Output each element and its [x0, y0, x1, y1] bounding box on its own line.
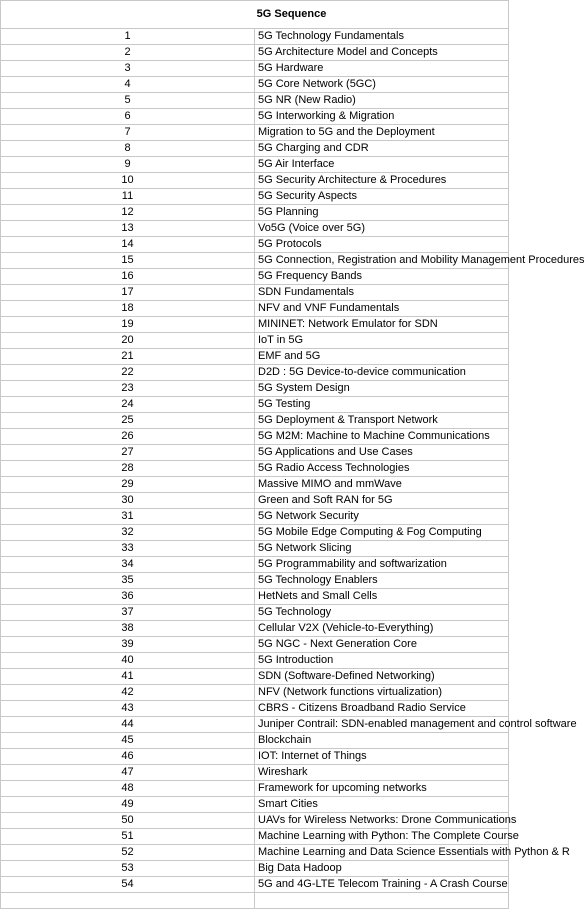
table-row: [1, 717, 509, 733]
table-row: [1, 221, 509, 237]
row-number: 24: [1, 397, 255, 413]
table-row: [1, 189, 509, 205]
row-topic: 5G Programmability and softwarization: [255, 557, 509, 573]
row-number: 26: [1, 429, 255, 445]
table-row: [1, 173, 509, 189]
row-topic: EMF and 5G: [255, 349, 509, 365]
row-number: 16: [1, 269, 255, 285]
row-number: 6: [1, 109, 255, 125]
row-number: 49: [1, 797, 255, 813]
row-topic: SDN Fundamentals: [255, 285, 509, 301]
table-row: [1, 445, 509, 461]
table-row: [1, 285, 509, 301]
table-row: [1, 845, 509, 861]
row-topic: NFV and VNF Fundamentals: [255, 301, 509, 317]
table-row: [1, 509, 509, 525]
row-number: 3: [1, 61, 255, 77]
table-row: [1, 573, 509, 589]
table-row: [1, 685, 509, 701]
row-number: 27: [1, 445, 255, 461]
table-row: [1, 349, 509, 365]
table-row: [1, 301, 509, 317]
table-row: [1, 781, 509, 797]
table-row: [1, 541, 509, 557]
row-topic: SDN (Software-Defined Networking): [255, 669, 509, 685]
row-number: 43: [1, 701, 255, 717]
row-number: 29: [1, 477, 255, 493]
row-number: 42: [1, 685, 255, 701]
row-topic: D2D : 5G Device-to-device communication: [255, 365, 509, 381]
table-row: [1, 205, 509, 221]
row-number: 5: [1, 93, 255, 109]
row-topic: 5G Mobile Edge Computing & Fog Computing: [255, 525, 509, 541]
table-row: [1, 365, 509, 381]
row-topic: NFV (Network functions virtualization): [255, 685, 509, 701]
row-number: 15: [1, 253, 255, 269]
table-row: [1, 381, 509, 397]
table-row: [1, 93, 509, 109]
table-row: [1, 701, 509, 717]
empty-row: [1, 893, 509, 909]
row-topic: 5G Technology Enablers: [255, 573, 509, 589]
row-topic: IoT in 5G: [255, 333, 509, 349]
table-row: [1, 765, 509, 781]
row-number: 30: [1, 493, 255, 509]
row-number: 7: [1, 125, 255, 141]
row-topic: Framework for upcoming networks: [255, 781, 509, 797]
row-topic: MININET: Network Emulator for SDN: [255, 317, 509, 333]
row-number: 50: [1, 813, 255, 829]
row-topic: 5G Applications and Use Cases: [255, 445, 509, 461]
row-number: 18: [1, 301, 255, 317]
table-row: [1, 45, 509, 61]
table-row: [1, 237, 509, 253]
row-number: 45: [1, 733, 255, 749]
table-row: [1, 557, 509, 573]
row-number: 51: [1, 829, 255, 845]
row-number: 52: [1, 845, 255, 861]
row-number: 25: [1, 413, 255, 429]
table-row: [1, 157, 509, 173]
row-topic: Big Data Hadoop: [255, 861, 509, 877]
row-topic: 5G Radio Access Technologies: [255, 461, 509, 477]
table-row: [1, 397, 509, 413]
row-topic: 5G Security Aspects: [255, 189, 509, 205]
row-topic: 5G NR (New Radio): [255, 93, 509, 109]
row-topic: HetNets and Small Cells: [255, 589, 509, 605]
row-number: 1: [1, 29, 255, 45]
row-number: 21: [1, 349, 255, 365]
row-topic: Green and Soft RAN for 5G: [255, 493, 509, 509]
row-number: 2: [1, 45, 255, 61]
row-topic: Wireshark: [255, 765, 509, 781]
row-topic: 5G Protocols: [255, 237, 509, 253]
row-topic: CBRS - Citizens Broadband Radio Service: [255, 701, 509, 717]
table-row: [1, 525, 509, 541]
table-row: [1, 141, 509, 157]
row-number: 10: [1, 173, 255, 189]
row-topic: 5G Testing: [255, 397, 509, 413]
row-number: 31: [1, 509, 255, 525]
table-row: [1, 413, 509, 429]
row-topic: 5G Introduction: [255, 653, 509, 669]
row-number: 53: [1, 861, 255, 877]
row-topic: Machine Learning with Python: The Complete Course: [255, 829, 509, 845]
table-row: [1, 653, 509, 669]
row-number: 4: [1, 77, 255, 93]
table-row: [1, 749, 509, 765]
row-number: 23: [1, 381, 255, 397]
table-row: [1, 733, 509, 749]
table-row: [1, 637, 509, 653]
empty-cell: [1, 893, 255, 909]
table-row: [1, 253, 509, 269]
row-number: 9: [1, 157, 255, 173]
row-number: 8: [1, 141, 255, 157]
row-topic: 5G Technology: [255, 605, 509, 621]
row-number: 32: [1, 525, 255, 541]
table-row: [1, 493, 509, 509]
row-topic: 5G Air Interface: [255, 157, 509, 173]
table-body: [1, 29, 585, 909]
row-topic: 5G NGC - Next Generation Core: [255, 637, 509, 653]
table-row: [1, 621, 509, 637]
row-topic: 5G M2M: Machine to Machine Communications: [255, 429, 509, 445]
row-number: 44: [1, 717, 255, 733]
table-row: [1, 333, 509, 349]
row-number: 35: [1, 573, 255, 589]
row-number: 34: [1, 557, 255, 573]
row-topic: 5G Security Architecture & Procedures: [255, 173, 509, 189]
row-topic: Blockchain: [255, 733, 509, 749]
row-number: 48: [1, 781, 255, 797]
row-number: 28: [1, 461, 255, 477]
row-number: 33: [1, 541, 255, 557]
table-row: [1, 461, 509, 477]
row-number: 17: [1, 285, 255, 301]
row-topic: 5G Charging and CDR: [255, 141, 509, 157]
row-topic: Migration to 5G and the Deployment: [255, 125, 509, 141]
table-row: [1, 877, 509, 893]
row-number: 37: [1, 605, 255, 621]
table-row: [1, 61, 509, 77]
row-topic: 5G and 4G-LTE Telecom Training - A Crash Course: [255, 877, 509, 893]
row-number: 11: [1, 189, 255, 205]
row-topic: Vo5G (Voice over 5G): [255, 221, 509, 237]
row-number: 14: [1, 237, 255, 253]
row-number: 19: [1, 317, 255, 333]
row-number: 13: [1, 221, 255, 237]
table-row: [1, 669, 509, 685]
row-number: 36: [1, 589, 255, 605]
table-row: [1, 77, 509, 93]
row-topic: Massive MIMO and mmWave: [255, 477, 509, 493]
table-row: [1, 109, 509, 125]
table-row: [1, 589, 509, 605]
row-topic: 5G Network Security: [255, 509, 509, 525]
row-number: 12: [1, 205, 255, 221]
row-number: 39: [1, 637, 255, 653]
row-topic: 5G Core Network (5GC): [255, 77, 509, 93]
row-topic: 5G System Design: [255, 381, 509, 397]
table-title: 5G Sequence: [1, 1, 509, 29]
row-topic: IOT: Internet of Things: [255, 749, 509, 765]
table-row: [1, 269, 509, 285]
row-topic: 5G Interworking & Migration: [255, 109, 509, 125]
row-topic: 5G Technology Fundamentals: [255, 29, 509, 45]
table-row: [1, 317, 509, 333]
row-topic: 5G Deployment & Transport Network: [255, 413, 509, 429]
row-number: 38: [1, 621, 255, 637]
row-topic: Juniper Contrail: SDN-enabled management and control software: [255, 717, 509, 733]
row-number: 22: [1, 365, 255, 381]
table-row: [1, 813, 509, 829]
table-row: [1, 829, 509, 845]
table-row: [1, 797, 509, 813]
row-topic: UAVs for Wireless Networks: Drone Communications: [255, 813, 509, 829]
table-row: [1, 861, 509, 877]
row-topic: 5G Hardware: [255, 61, 509, 77]
table-row: [1, 429, 509, 445]
empty-cell: [255, 893, 509, 909]
row-number: 20: [1, 333, 255, 349]
row-number: 41: [1, 669, 255, 685]
row-topic: Machine Learning and Data Science Essentials with Python & R: [255, 845, 509, 861]
row-topic: Cellular V2X (Vehicle-to-Everything): [255, 621, 509, 637]
row-topic: 5G Frequency Bands: [255, 269, 509, 285]
table-row: [1, 29, 509, 45]
row-number: 46: [1, 749, 255, 765]
row-topic: 5G Connection, Registration and Mobility Management Procedures: [255, 253, 509, 269]
header-row: [1, 1, 509, 29]
row-number: 40: [1, 653, 255, 669]
row-number: 47: [1, 765, 255, 781]
row-topic: Smart Cities: [255, 797, 509, 813]
row-topic: 5G Planning: [255, 205, 509, 221]
row-topic: 5G Network Slicing: [255, 541, 509, 557]
table-row: [1, 605, 509, 621]
row-number: 54: [1, 877, 255, 893]
table-row: [1, 477, 509, 493]
table-row: [1, 125, 509, 141]
row-topic: 5G Architecture Model and Concepts: [255, 45, 509, 61]
